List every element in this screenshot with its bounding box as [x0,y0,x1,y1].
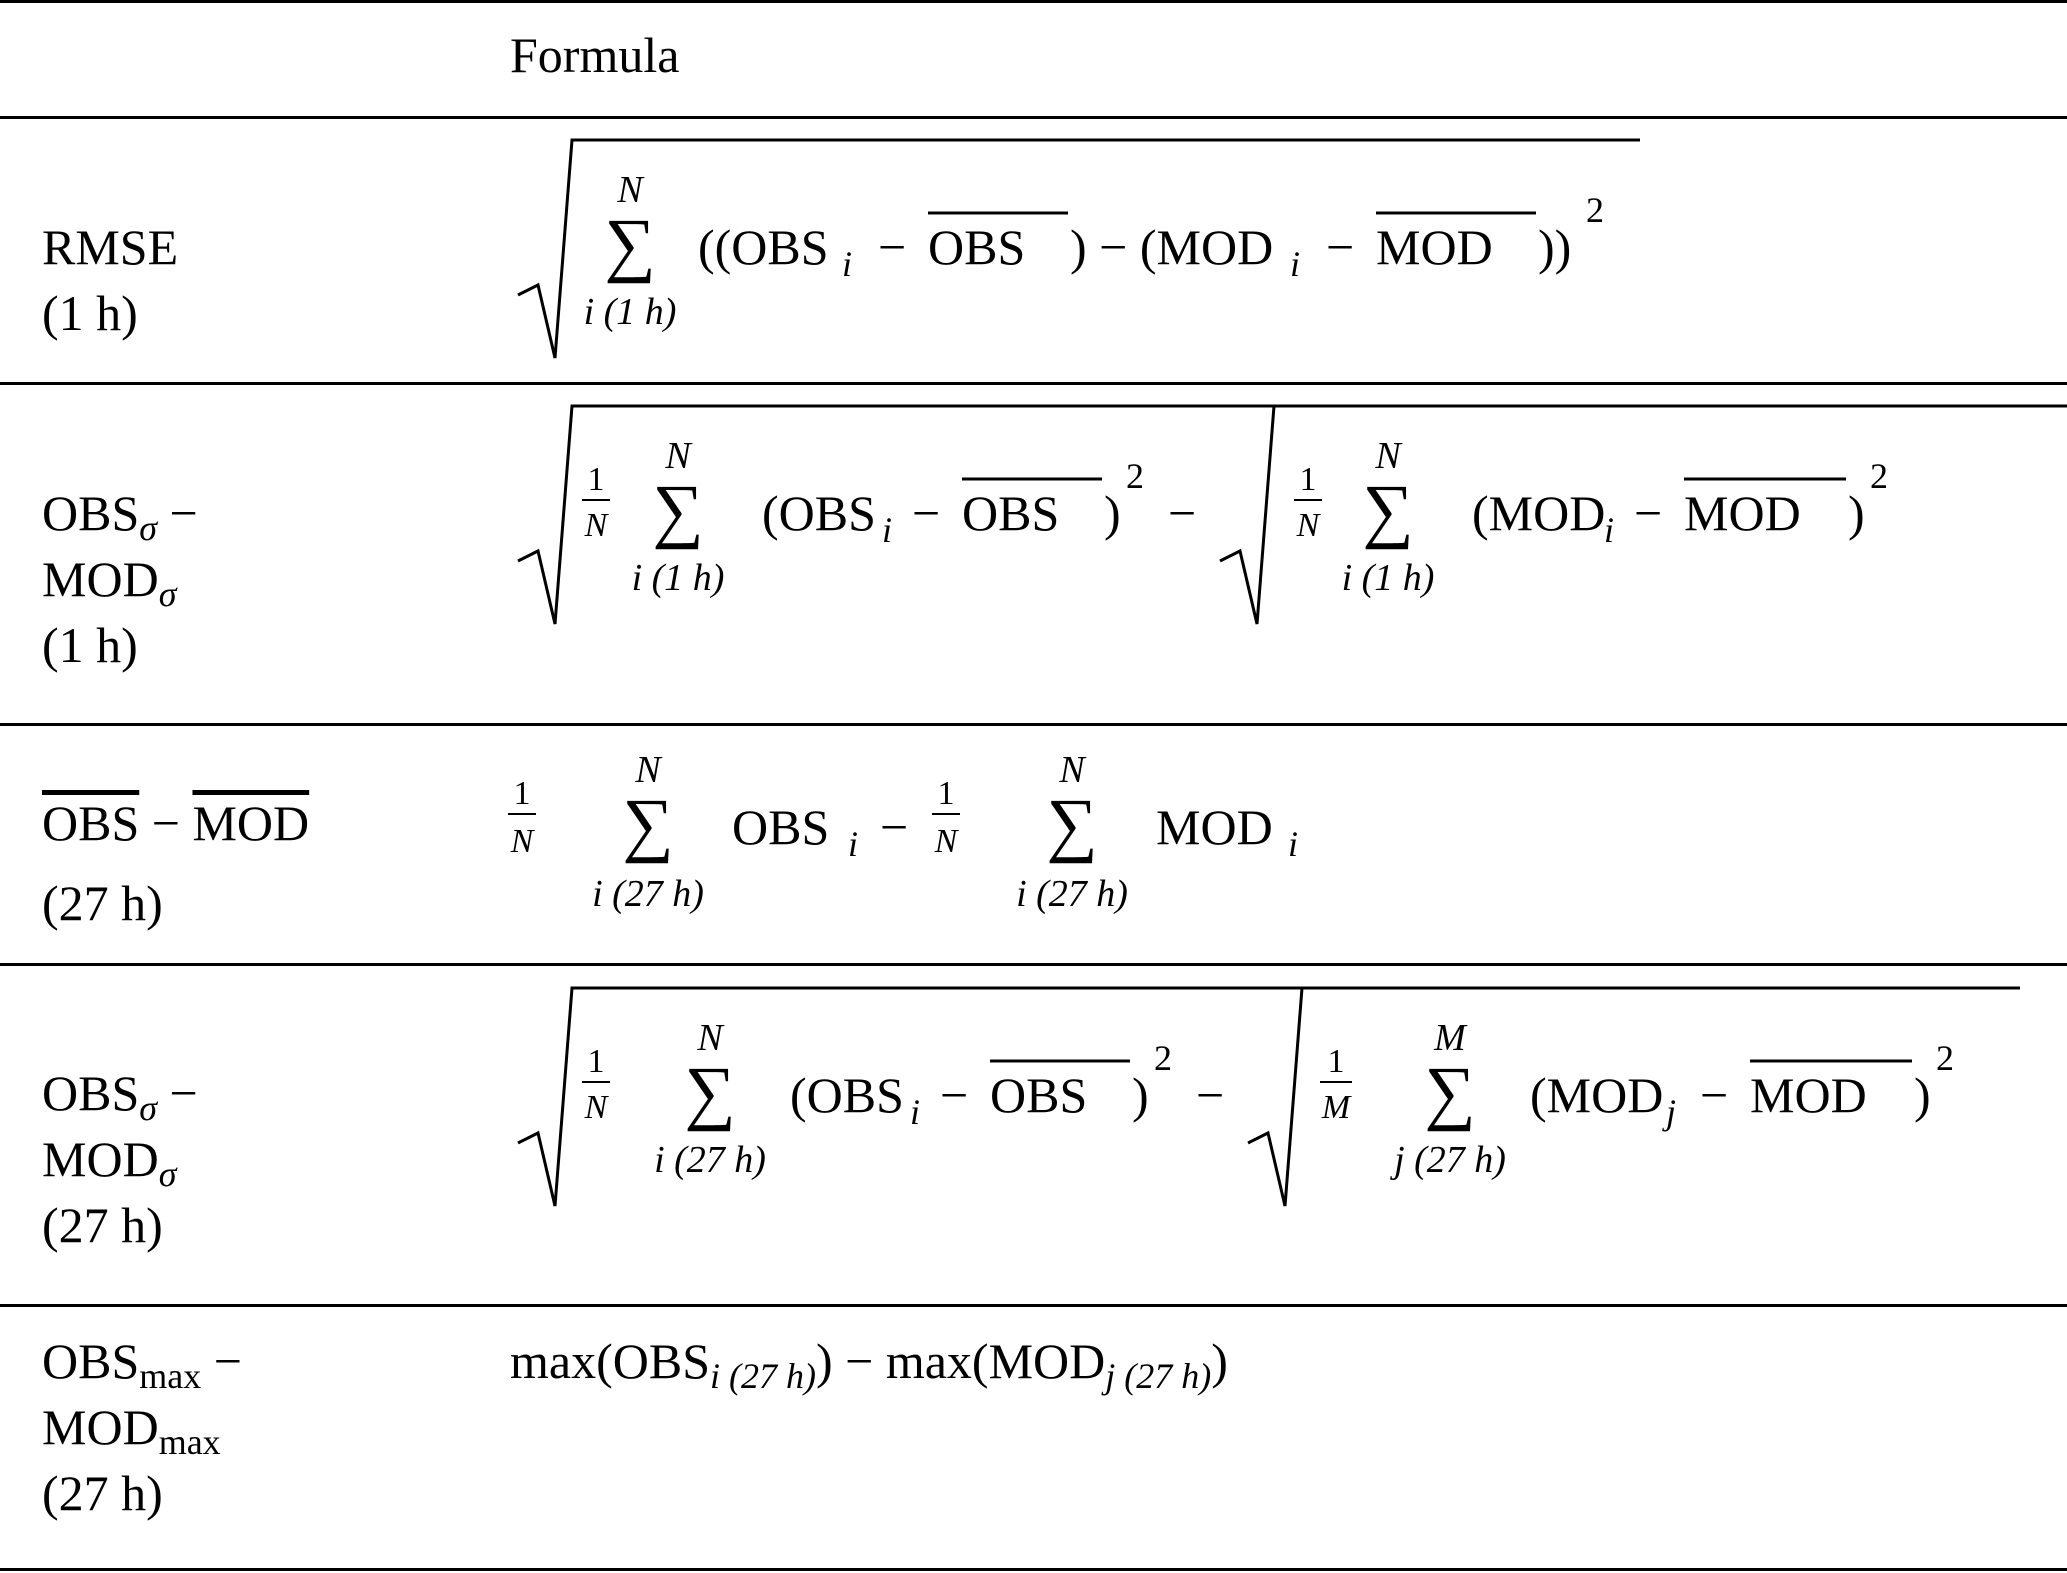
minus: − [940,1067,969,1123]
formula-part: OBS [732,799,830,855]
formula-part: max(OBS [510,1333,710,1389]
sum-upper: N [617,169,643,211]
exponent: 2 [1586,190,1604,230]
row-label: RMSE [42,219,179,275]
row-label-period: (27 h) [42,1465,163,1521]
formula-part: ) − (MOD [1070,219,1274,275]
mod-mean: MOD [1376,219,1493,275]
std-diff-27h-svg [500,978,2060,1218]
sum-lower: i (1 h) [583,291,677,333]
row-label-period: (1 h) [42,285,138,341]
fraction-denominator: N [1296,507,1320,544]
mean-diff-formula [500,740,1500,940]
formula-part: ) [1104,485,1121,541]
obs-mean: OBS [962,485,1060,541]
formula-part: MOD [1156,799,1273,855]
row-label: $MOD_\sigma$ [42,1131,177,1195]
fraction-denominator: N [584,1089,608,1126]
fraction-numerator: 1 [1299,461,1317,498]
sum-upper: N [697,1017,723,1059]
std-diff-1h-svg [500,396,2060,636]
minus: − [1634,485,1663,541]
formula-part: )) [1538,219,1572,275]
minus: − [1168,485,1197,541]
fraction-denominator: N [584,507,608,544]
formula-part: ) − max(MOD [815,1333,1106,1389]
rmse-formula [500,130,1700,370]
sum-lower: j (27 h) [1394,1139,1506,1181]
sum-lower: i (1 h) [1341,557,1435,599]
subscript-i: i [1288,824,1299,864]
mean-diff-svg [500,740,1500,940]
sqrt-sign [518,406,2067,624]
row-label: $OBS_\sigma$ − [42,1065,198,1129]
fraction-denominator: N [934,823,958,860]
table-top-rule [0,0,2067,3]
sigma-icon: ∑ [684,1052,736,1132]
rmse-formula-svg [500,130,1700,370]
row-divider [0,723,2067,726]
row-divider [0,963,2067,966]
row-label-period: (27 h) [42,875,163,931]
minus: − [1326,219,1355,275]
sum-upper: N [665,435,691,477]
formula-part: (MOD [1530,1067,1664,1123]
formula-part: ) [1211,1333,1228,1389]
sigma-icon: ∑ [652,470,704,550]
row-label: $OBS_\sigma$ − [42,485,198,549]
subscript: j (27 h) [1105,1356,1212,1397]
sum-lower: i (1 h) [631,557,725,599]
sum-lower: i (27 h) [592,873,704,915]
sigma-icon: ∑ [1424,1052,1476,1132]
formula-part: (OBS [790,1067,904,1123]
subscript-i: i [848,824,859,864]
minus: − [880,799,909,855]
sum-upper: N [635,749,661,791]
sum-lower: i (27 h) [654,1139,766,1181]
fraction-numerator: 1 [937,775,955,812]
obs-mean: OBS [990,1067,1088,1123]
subscript-i: i [882,510,893,550]
fraction-denominator: M [1321,1089,1351,1126]
subscript-i: i [842,244,853,284]
row-label: $MOD_{max}$ [42,1399,221,1463]
minus: − [1196,1067,1225,1123]
exponent: 2 [1936,1038,1954,1078]
subscript-i: i [1604,510,1615,550]
sum-lower: i (27 h) [1016,873,1128,915]
sigma-icon: ∑ [1046,784,1098,864]
formula-part: ) [1914,1067,1931,1123]
exponent: 2 [1126,456,1144,496]
fraction-numerator: 1 [587,461,605,498]
row-label: $OBS_{max}$ − [42,1333,242,1397]
exponent: 2 [1154,1038,1172,1078]
subscript-j: j [1666,1092,1677,1132]
subscript-i: i [910,1092,921,1132]
std-diff-27h-formula [500,978,2060,1218]
formula-part: (OBS [762,485,876,541]
max-diff-formula [510,1328,1228,1397]
formula-part: (MOD [1472,485,1606,541]
fraction-numerator: 1 [513,775,531,812]
std-diff-1h-formula [500,396,2060,636]
exponent: 2 [1870,456,1888,496]
row-label: $\overline{OBS} - \overline{MOD}$ [42,795,310,851]
header-bottom-rule [0,116,2067,119]
mod-mean: MOD [1684,485,1801,541]
formula-part: ) [1848,485,1865,541]
obs-mean: OBS [928,219,1026,275]
fraction-numerator: 1 [587,1043,605,1080]
minus: − [878,219,907,275]
table-bottom-rule [0,1568,2067,1571]
sum-upper: N [1375,435,1401,477]
sigma-icon: ∑ [1362,470,1414,550]
sigma-icon: ∑ [604,204,656,284]
sigma-icon: ∑ [622,784,674,864]
formula-part: ) [1132,1067,1149,1123]
row-label-period: (27 h) [42,1197,163,1253]
minus: − [912,485,941,541]
row-divider [0,382,2067,385]
row-divider [0,1304,2067,1307]
row-label-period: (1 h) [42,617,138,673]
header-formula: Formula [510,27,680,83]
mod-mean: MOD [1750,1067,1867,1123]
fraction-denominator: N [510,823,534,860]
formula-part: ((OBS [698,219,829,275]
fraction-numerator: 1 [1327,1043,1345,1080]
sum-upper: N [1059,749,1085,791]
row-label: $MOD_\sigma$ [42,551,177,615]
sum-upper: M [1434,1017,1466,1059]
subscript: i (27 h) [710,1356,816,1397]
subscript-i: i [1290,244,1301,284]
minus: − [1700,1067,1729,1123]
